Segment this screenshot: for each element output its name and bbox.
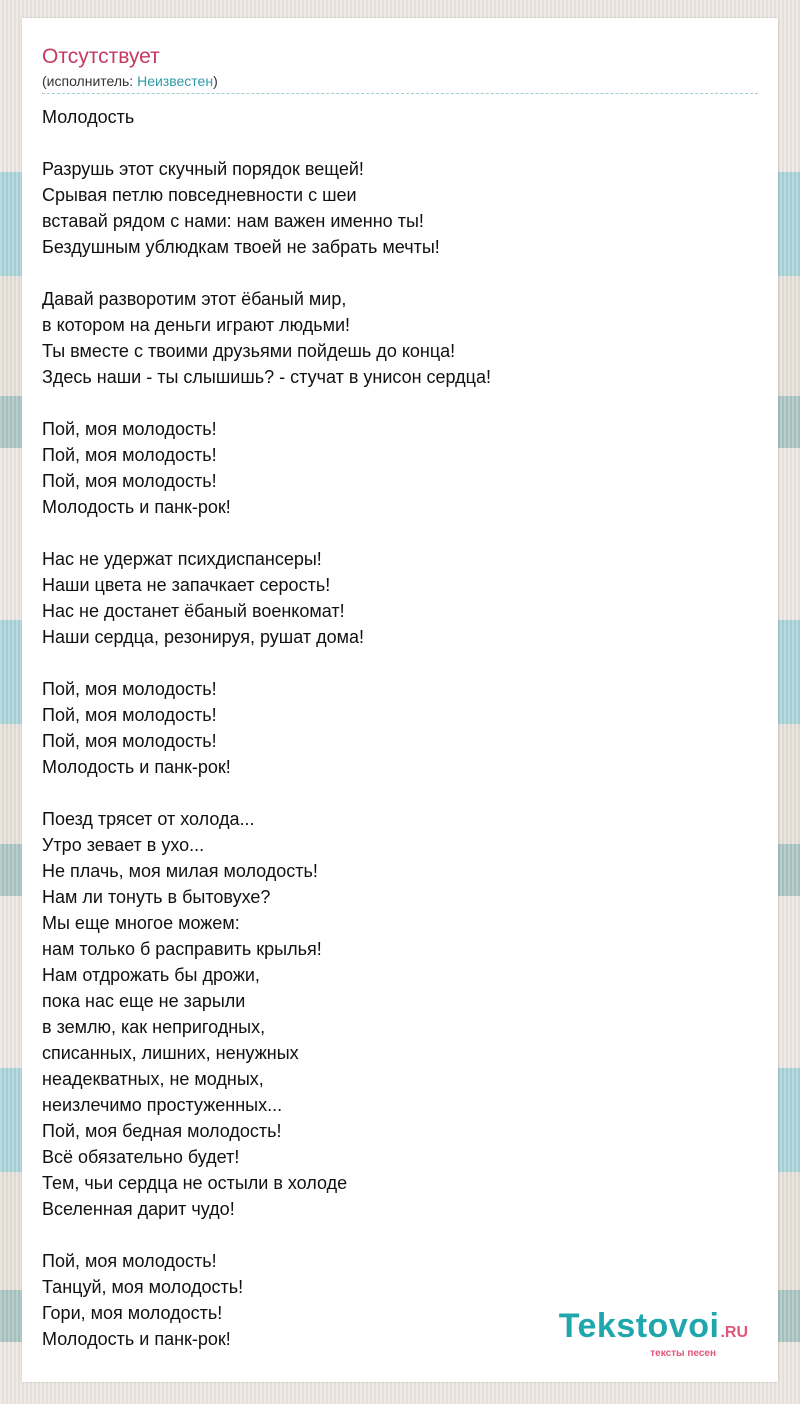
lyric-line: Бездушным ублюдкам твоей не забрать мечты! (42, 237, 440, 257)
lyric-line (42, 260, 758, 286)
lyric-line: Давай разворотим этот ёбаный мир, (42, 289, 347, 309)
lyric-line: неизлечимо простуженных... (42, 1095, 283, 1115)
lyric-line: Срывая петлю повседневности с шеи (42, 185, 357, 205)
lyric-line (42, 520, 758, 546)
title-divider (42, 93, 758, 94)
lyric-line: Пой, моя молодость! (42, 419, 217, 439)
lyric-line: Молодость (42, 107, 135, 127)
lyric-line: Тем, чьи сердца не остыли в холоде (42, 1173, 348, 1193)
lyric-line (42, 390, 758, 416)
lyric-line: Всё обязательно будет! (42, 1147, 240, 1167)
lyric-line: нам только б расправить крылья! (42, 939, 322, 959)
lyric-line: Молодость и панк-рок! (42, 497, 231, 517)
lyric-line: Гори, моя молодость! (42, 1303, 223, 1323)
logo-name: Tekstovoi (558, 1307, 720, 1345)
site-logo[interactable] (559, 1309, 748, 1360)
logo-wordmark (559, 1309, 748, 1350)
artist-suffix: ) (213, 73, 218, 89)
lyric-line: вставай рядом с нами: нам важен именно ты! (42, 211, 424, 231)
lyric-line (42, 130, 758, 156)
lyric-line: Пой, моя молодость! (42, 705, 217, 725)
lyric-line: Разрушь этот скучный порядок вещей! (42, 159, 364, 179)
lyric-line: в землю, как непригодных, (42, 1017, 266, 1037)
logo-tld: .RU (720, 1324, 748, 1341)
lyric-line: Нас не удержат психдиспансеры! (42, 549, 322, 569)
lyrics-text (42, 104, 758, 1352)
lyric-line: списанных, лишних, ненужных (42, 1043, 299, 1063)
lyric-line: Пой, моя молодость! (42, 731, 217, 751)
lyric-line: Поезд трясет от холода... (42, 809, 255, 829)
lyric-line (42, 1222, 758, 1248)
lyric-line: Вселенная дарит чудо! (42, 1199, 235, 1219)
artist-link[interactable]: Неизвестен (137, 73, 214, 89)
lyric-line: Наши цвета не запачкает серость! (42, 575, 331, 595)
lyric-line: Пой, моя бедная молодость! (42, 1121, 282, 1141)
lyric-line: Не плачь, моя милая молодость! (42, 861, 318, 881)
lyric-line: Нам отдрожать бы дрожи, (42, 965, 260, 985)
lyric-line: Пой, моя молодость! (42, 471, 217, 491)
lyric-line (42, 780, 758, 806)
lyric-line: Молодость и панк-рок! (42, 757, 231, 777)
lyric-line: пока нас еще не зарыли (42, 991, 246, 1011)
lyric-line: Танцуй, моя молодость! (42, 1277, 244, 1297)
lyrics-card (22, 18, 778, 1382)
lyric-line: Нас не достанет ёбаный военкомат! (42, 601, 345, 621)
lyric-line: в котором на деньги играют людьми! (42, 315, 351, 335)
lyric-line: Пой, моя молодость! (42, 679, 217, 699)
lyric-line (42, 650, 758, 676)
lyric-line: Здесь наши - ты слышишь? - стучат в унисон сердца! (42, 367, 491, 387)
lyric-line: Утро зевает в ухо... (42, 835, 205, 855)
lyric-line: Пой, моя молодость! (42, 1251, 217, 1271)
lyric-line: Молодость и панк-рок! (42, 1329, 231, 1349)
lyric-line: неадекватных, не модных, (42, 1069, 264, 1089)
artist-line (42, 72, 218, 90)
artist-prefix: (исполнитель: (42, 73, 138, 89)
lyric-line: Нам ли тонуть в бытовухе? (42, 887, 271, 907)
logo-tagline: тексты песен (650, 1348, 716, 1359)
lyric-line: Мы еще многое можем: (42, 913, 240, 933)
lyric-line: Пой, моя молодость! (42, 445, 217, 465)
lyric-line: Наши сердца, резонируя, рушат дома! (42, 627, 364, 647)
lyric-line: Ты вместе с твоими друзьями пойдешь до конца! (42, 341, 456, 361)
song-title: Отсутствует (42, 45, 160, 68)
